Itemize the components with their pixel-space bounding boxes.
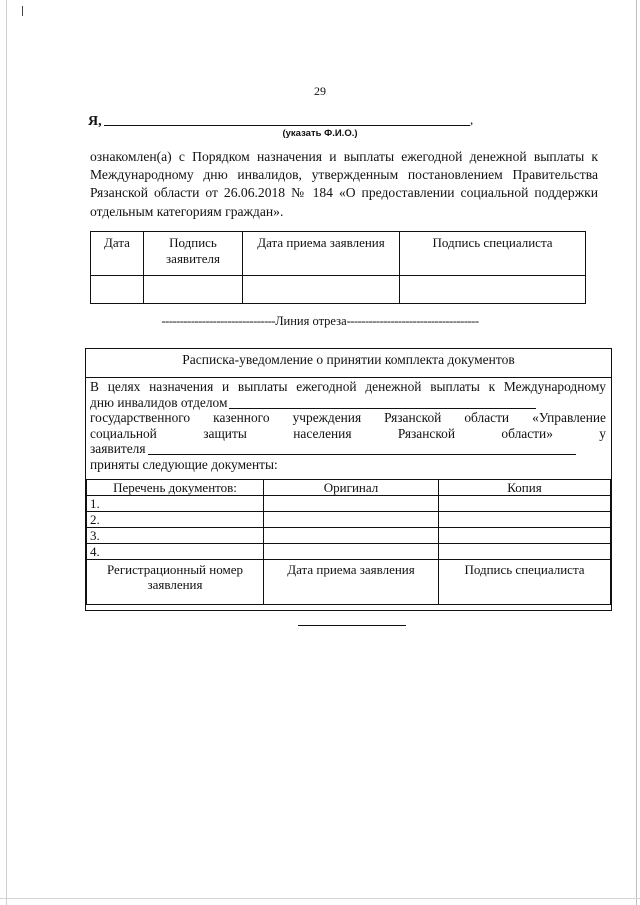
cell-original[interactable] xyxy=(264,512,439,528)
row-number: 2. xyxy=(87,512,264,528)
footer-specialist-signature: Подпись специалиста xyxy=(439,560,611,605)
documents-table xyxy=(86,479,611,605)
ya-label: Я, xyxy=(88,114,102,129)
table-row xyxy=(87,496,611,512)
receipt-line-1: В целях назначения и выплаты ежегодной денежной выплаты к Международному xyxy=(90,379,606,394)
header-date: Дата xyxy=(91,232,144,276)
receipt-line-6: приняты следующие документы: xyxy=(90,456,278,472)
receipt-line-4: социальной защиты населения Рязанской области» у xyxy=(90,425,606,441)
signature-table xyxy=(90,231,586,304)
table-row xyxy=(87,512,611,528)
receipt-text xyxy=(90,379,606,472)
page-number: 29 xyxy=(314,84,326,98)
cut-dashes-right: ------------------------------------ xyxy=(346,314,479,328)
cell-date[interactable] xyxy=(91,276,144,304)
table-footer-row xyxy=(87,560,611,605)
header-application-date: Дата приема заявления xyxy=(243,232,400,276)
cell-specialist-signature[interactable] xyxy=(400,276,586,304)
cell-original[interactable] xyxy=(264,496,439,512)
cut-line-label: Линия отреза xyxy=(275,314,347,328)
cell-copy[interactable] xyxy=(439,512,611,528)
header-applicant-signature: Подпись заявителя xyxy=(144,232,243,276)
cut-dashes-left: ------------------------------- xyxy=(161,314,276,328)
row-number: 3. xyxy=(87,528,264,544)
cut-line xyxy=(0,314,640,329)
footer-registration-number: Регистрационный номер заявления xyxy=(87,560,264,605)
scan-mark xyxy=(22,6,23,16)
fio-hint: (указать Ф.И.О.) xyxy=(282,128,358,139)
receipt-line-3: государственного казенного учреждения Рязанской области «Управление xyxy=(90,410,606,425)
receipt-title: Расписка-уведомление о принятии комплекта документов xyxy=(86,349,611,378)
receipt-line-5-text: заявителя xyxy=(90,441,146,456)
fio-comma: , xyxy=(470,112,474,127)
header-original: Оригинал xyxy=(264,480,439,496)
cell-original[interactable] xyxy=(264,544,439,560)
receipt-line-5 xyxy=(90,441,606,457)
header-document-list: Перечень документов: xyxy=(87,480,264,496)
row-number: 1. xyxy=(87,496,264,512)
footer-application-date: Дата приема заявления xyxy=(264,560,439,605)
cell-original[interactable] xyxy=(264,528,439,544)
table-row xyxy=(91,276,586,304)
applicant-fill-line[interactable] xyxy=(148,441,576,455)
scan-edge-bottom xyxy=(0,898,640,899)
cell-copy[interactable] xyxy=(439,496,611,512)
acknowledgement-paragraph: ознакомлен(а) с Порядком назначения и выплаты ежегодной денежной выплаты к Международному дню инвалидов, утвержденным постановлением Правительства Рязанской области от 26.06.2018 № 184 «О предоставлении социальной поддержки отдельным категориям граждан». xyxy=(90,149,598,219)
table-header-row xyxy=(87,480,611,496)
cell-application-date[interactable] xyxy=(243,276,400,304)
header-specialist-signature: Подпись специалиста xyxy=(400,232,586,276)
cell-copy[interactable] xyxy=(439,528,611,544)
table-row xyxy=(87,528,611,544)
table-row xyxy=(87,544,611,560)
cell-copy[interactable] xyxy=(439,544,611,560)
row-number: 4. xyxy=(87,544,264,560)
department-fill-line[interactable] xyxy=(229,395,536,409)
fio-fill-line[interactable] xyxy=(104,125,470,126)
table-header-row xyxy=(91,232,586,276)
receipt-line-2-text: дню инвалидов отделом xyxy=(90,394,228,410)
receipt-line-2 xyxy=(90,395,606,411)
cell-applicant-signature[interactable] xyxy=(144,276,243,304)
end-separator-line xyxy=(298,625,406,626)
header-copy: Копия xyxy=(439,480,611,496)
